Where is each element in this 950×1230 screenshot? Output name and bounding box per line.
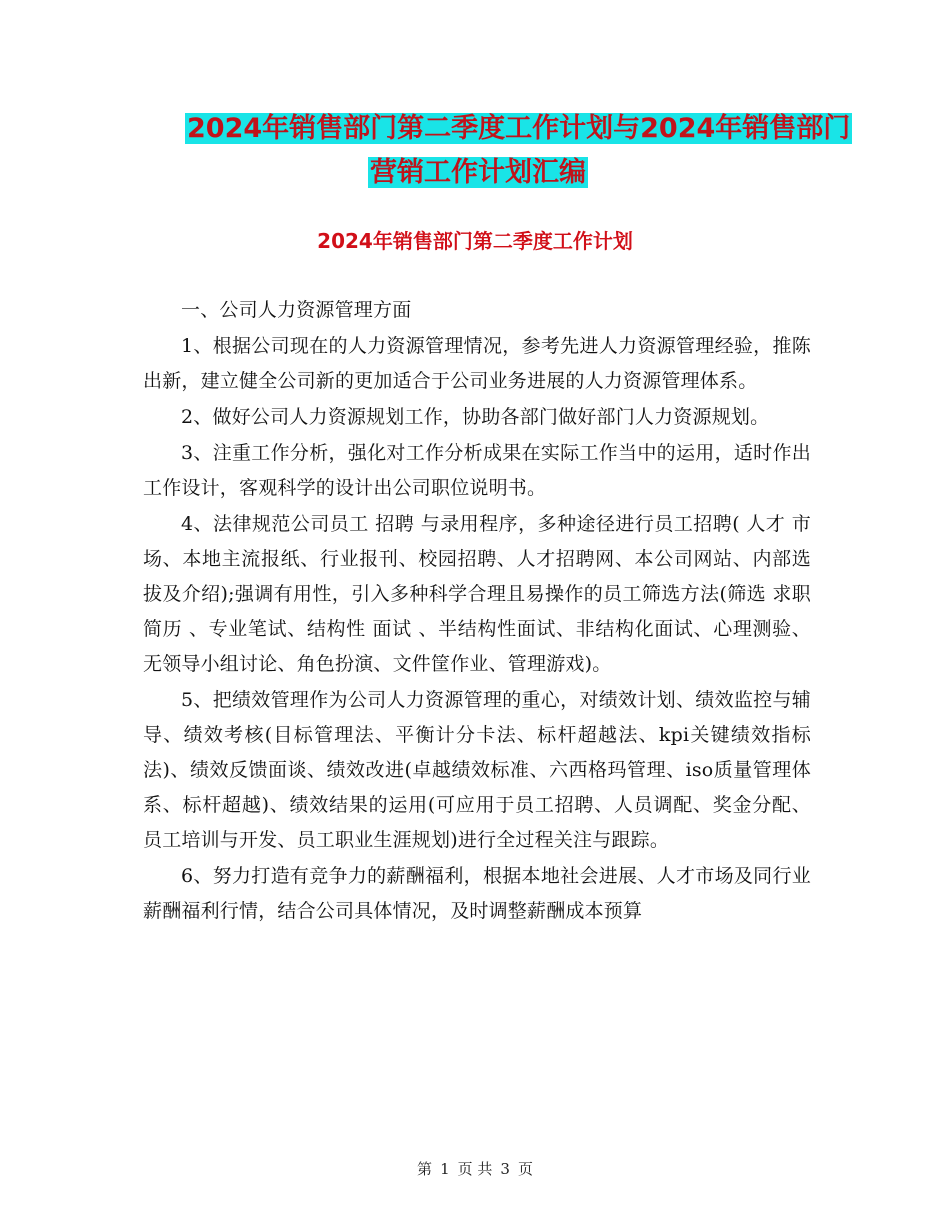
paragraph: 4、法律规范公司员工 招聘 与录用程序，多种途径进行员工招聘( 人才 市场、本地主流报纸、行业报刊、校园招聘、人才招聘网、本公司网站、内部选拔及介绍);强调有用性，引入多种科学合理且易操作的员工筛选方法(筛选 求职 简历 、专业笔试、结构性 面试 、半结构性面试、非结构化面试、心理测验、无领导小组讨论、角色扮演、文件筐作业、管理游戏)。	[143, 513, 811, 675]
document-title-line-1	[185, 111, 852, 147]
section-title: 2024年销售部门第二季度工作计划	[317, 229, 633, 253]
title-text-1: 2024年销售部门第二季度工作计划与2024年销售部门	[187, 113, 851, 144]
title-text-2: 营销工作计划汇编	[370, 157, 586, 188]
paragraph: 5、把绩效管理作为公司人力资源管理的重心，对绩效计划、绩效监控与辅导、绩效考核(目标管理法、平衡计分卡法、标杆超越法、kpi关键绩效指标法)、绩效反馈面谈、绩效改进(卓越绩效标准、六西格玛管理、iso质量管理体系、标杆超越)、绩效结果的运用(可应用于员工招聘、人员调配、奖金分配、员工培训与开发、员工职业生涯规划)进行全过程关注与跟踪。	[143, 689, 811, 851]
page-footer	[0, 1158, 950, 1179]
page-label-suffix: 页	[517, 1160, 533, 1178]
current-page-number: 1	[440, 1160, 450, 1178]
total-pages-number: 3	[500, 1160, 510, 1178]
paragraph: 1、根据公司现在的人力资源管理情况，参考先进人力资源管理经验，推陈出新，建立健全公司新的更加适合于公司业务进展的人力资源管理体系。	[143, 335, 811, 392]
paragraph: 2、做好公司人力资源规划工作，协助各部门做好部门人力资源规划。	[181, 406, 770, 428]
document-body	[143, 293, 811, 930]
page-label-prefix: 第	[417, 1160, 433, 1178]
paragraph: 3、注重工作分析，强化对工作分析成果在实际工作当中的运用，适时作出工作设计，客观科学的设计出公司职位说明书。	[143, 442, 811, 499]
page-label-mid: 页 共	[457, 1160, 493, 1178]
paragraph-heading: 一、公司人力资源管理方面	[181, 299, 412, 321]
paragraph: 6、努力打造有竞争力的薪酬福利，根据本地社会进展、人才市场及同行业薪酬福利行情，结合公司具体情况，及时调整薪酬成本预算	[143, 865, 811, 922]
document-title-line-2	[368, 155, 588, 191]
